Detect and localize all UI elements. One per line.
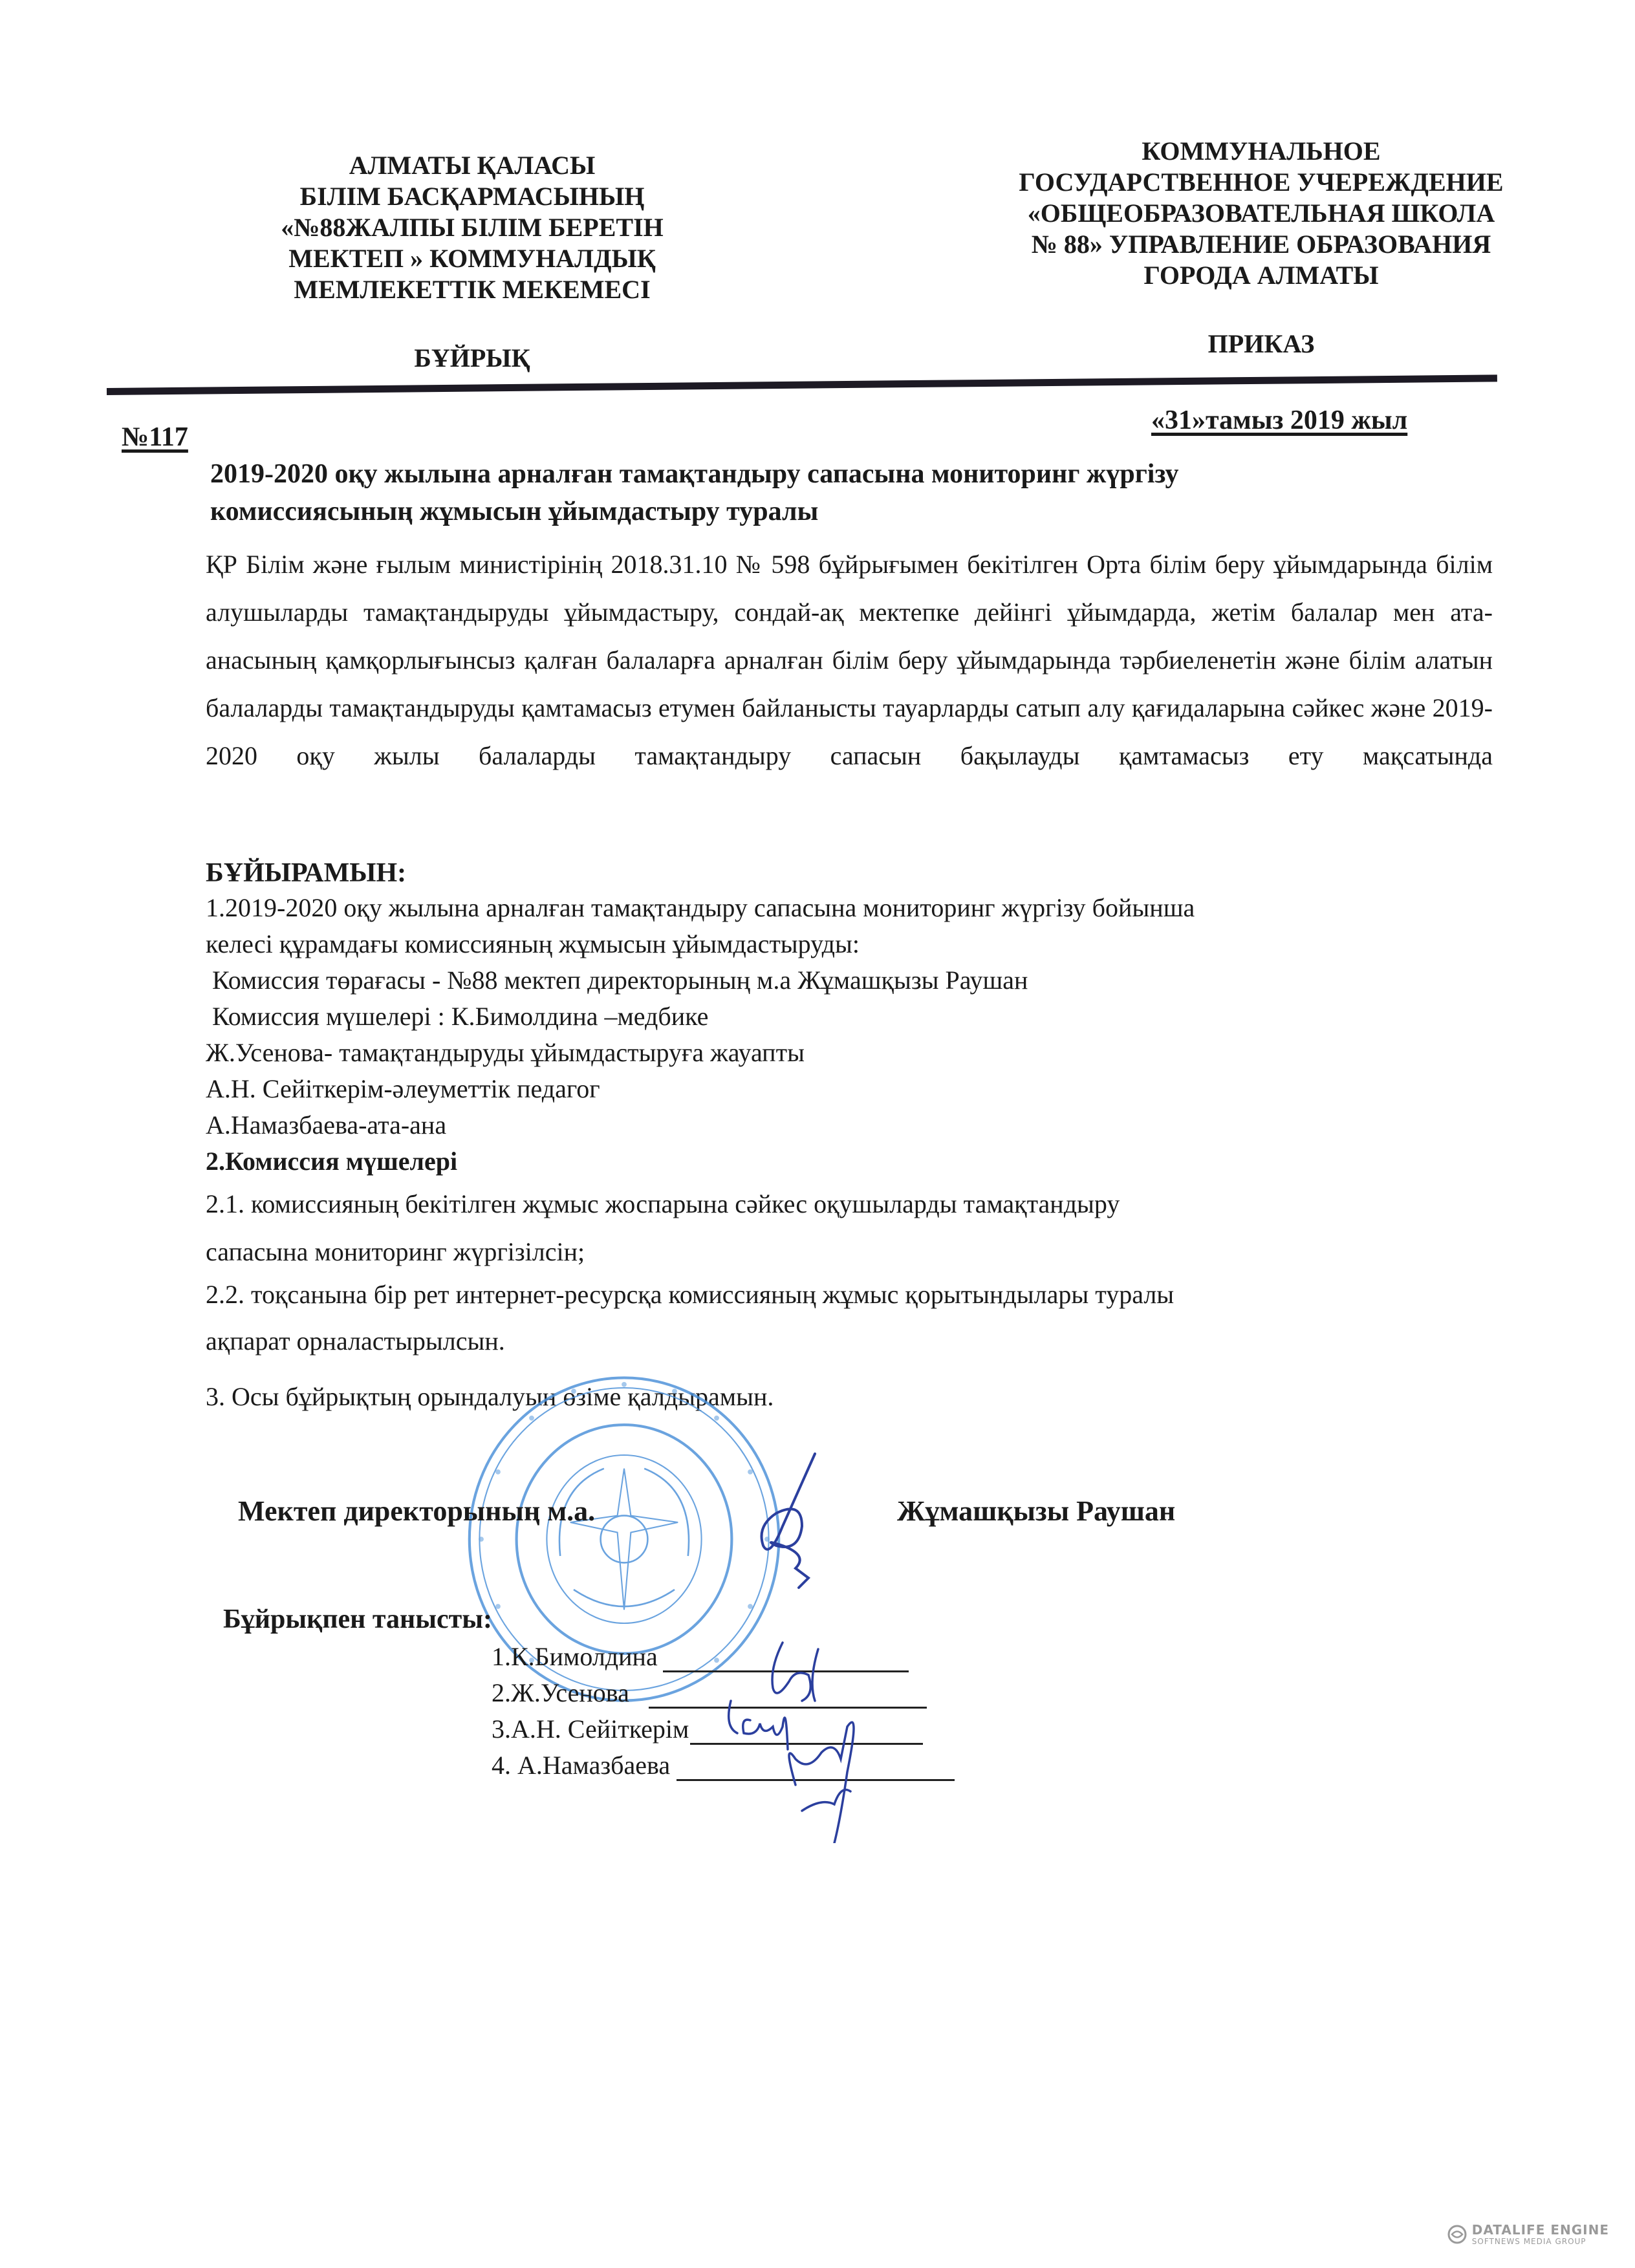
order-item-2-2-cont: ақпарат орналастырылсын.	[206, 1326, 505, 1355]
header-russian-line: КОММУНАЛЬНОЕ	[1142, 136, 1381, 166]
order-item-1-cont: келесі құрамдағы комиссияның жұмысын ұйымдастыруды:	[206, 929, 860, 958]
header-russian-line: № 88» УПРАВЛЕНИЕ ОБРАЗОВАНИЯ	[1031, 230, 1491, 259]
acknowledgement-signatures-icon	[711, 1630, 931, 1843]
order-item-1: 1.2019-2020 оқу жылына арналған тамақтандыру сапасына мониторинг жүргізу бойынша	[206, 893, 1195, 922]
order-item-2-1: 2.1. комиссияның бекітілген жұмыс жоспарына сәйкес оқушыларды тамақтандыру	[206, 1189, 1120, 1218]
commission-member: А.Намазбаева-ата-ана	[206, 1110, 447, 1139]
signatory-name: Жұмашқызы Раушан	[897, 1495, 1176, 1527]
order-item-2-heading: 2.Комиссия мүшелері	[206, 1147, 458, 1176]
acknowledgement-person: 4. А.Намазбаева	[492, 1751, 671, 1780]
order-title-line: 2019-2020 оқу жылына арналған тамақтандыру сапасына мониторинг жүргізу	[210, 459, 1179, 489]
header-divider	[107, 374, 1497, 395]
order-title-line: комиссиясының жұмысын ұйымдастыру туралы	[210, 497, 819, 526]
order-item-2-2: 2.2. тоқсанына бір рет интернет-ресурсқа комиссияның жұмыс қорытындылары туралы	[206, 1280, 1175, 1309]
header-kazakh-line: «№88ЖАЛПЫ БІЛІМ БЕРЕТІН	[281, 213, 664, 242]
doc-type-russian: ПРИКАЗ	[1207, 329, 1315, 358]
acknowledgement-title: Бұйрықпен танысты:	[223, 1604, 493, 1634]
order-date: «31»тамыз 2019 жыл	[1151, 405, 1408, 435]
order-number: №117	[122, 422, 188, 452]
acknowledgement-person: 2.Ж.Усенова	[492, 1678, 629, 1707]
datalife-logo-icon	[1447, 2225, 1467, 2244]
commission-member: Ж.Усенова- тамақтандыруды ұйымдастыруға жауапты	[206, 1038, 805, 1067]
doc-type-kazakh: БҰЙРЫҚ	[414, 343, 530, 373]
director-signature-icon	[737, 1449, 834, 1591]
order-item-2-1-cont: сапасына мониторинг жүргізілсін;	[206, 1237, 585, 1266]
commission-chair: Комиссия төрағасы - №88 мектеп директорының м.а Жұмашқызы Раушан	[212, 966, 1028, 995]
watermark-subtitle: SOFTNEWS MEDIA GROUP	[1471, 2237, 1586, 2246]
header-russian-line: ГОРОДА АЛМАТЫ	[1143, 261, 1379, 290]
header-kazakh-line: МЕМЛЕКЕТТІК МЕКЕМЕСІ	[294, 275, 651, 304]
acknowledgement-person: 3.А.Н. Сейіткерім	[492, 1714, 689, 1744]
header-kazakh	[252, 150, 692, 374]
order-heading: БҰЙЫРАМЫН:	[206, 858, 407, 888]
header-kazakh-line: АЛМАТЫ ҚАЛАСЫ	[349, 151, 596, 180]
header-kazakh-line: БІЛІМ БАСҚАРМАСЫНЫҢ	[299, 182, 645, 211]
watermark	[1447, 2223, 1609, 2246]
header-russian-line: ГОСУДАРСТВЕННОЕ УЧЕРЕЖДЕНИЕ	[1019, 167, 1504, 197]
signatory-position: Мектеп директорының м.а.	[238, 1495, 596, 1527]
acknowledgement-person: 1.К.Бимолдина	[492, 1642, 658, 1671]
header-russian-line: «ОБЩЕОБРАЗОВАТЕЛЬНАЯ ШКОЛА	[1027, 199, 1495, 228]
header-russian	[970, 136, 1552, 360]
order-item-3: 3. Осы бұйрықтың орындалуын өзіме қалдырамын.	[206, 1382, 774, 1411]
preamble-paragraph: ҚР Білім және ғылым министірінің 2018.31.10 № 598 бұйрығымен бекітілген Орта білім беру ұйымдарында білім алушыларды тамақтандыруды ұйымдастыру, сондай-ақ мектепке дейінгі ұйымдарда, жетім балалар мен ата-анасының қамқорлығынсыз қалған балаларға арналған білім беру ұйымдарында тәрбиеленетін және білім алатын балаларды тамақтандыруды қамтамасыз етумен байланысты тауарларды сатып алу қағидаларына сәйкес және 2019-2020 оқу жылы балаларды тамақтандыру сапасын бақылауды қамтамасыз ету мақсатында	[206, 550, 1493, 770]
watermark-title: DATALIFE ENGINE	[1471, 2222, 1609, 2238]
commission-member: А.Н. Сейіткерім-әлеуметтік педагог	[206, 1074, 600, 1103]
header-kazakh-line: МЕКТЕП » КОММУНАЛДЫҚ	[288, 244, 656, 273]
commission-members-label: Комиссия мүшелері : К.Бимолдина –медбике	[212, 1002, 709, 1031]
